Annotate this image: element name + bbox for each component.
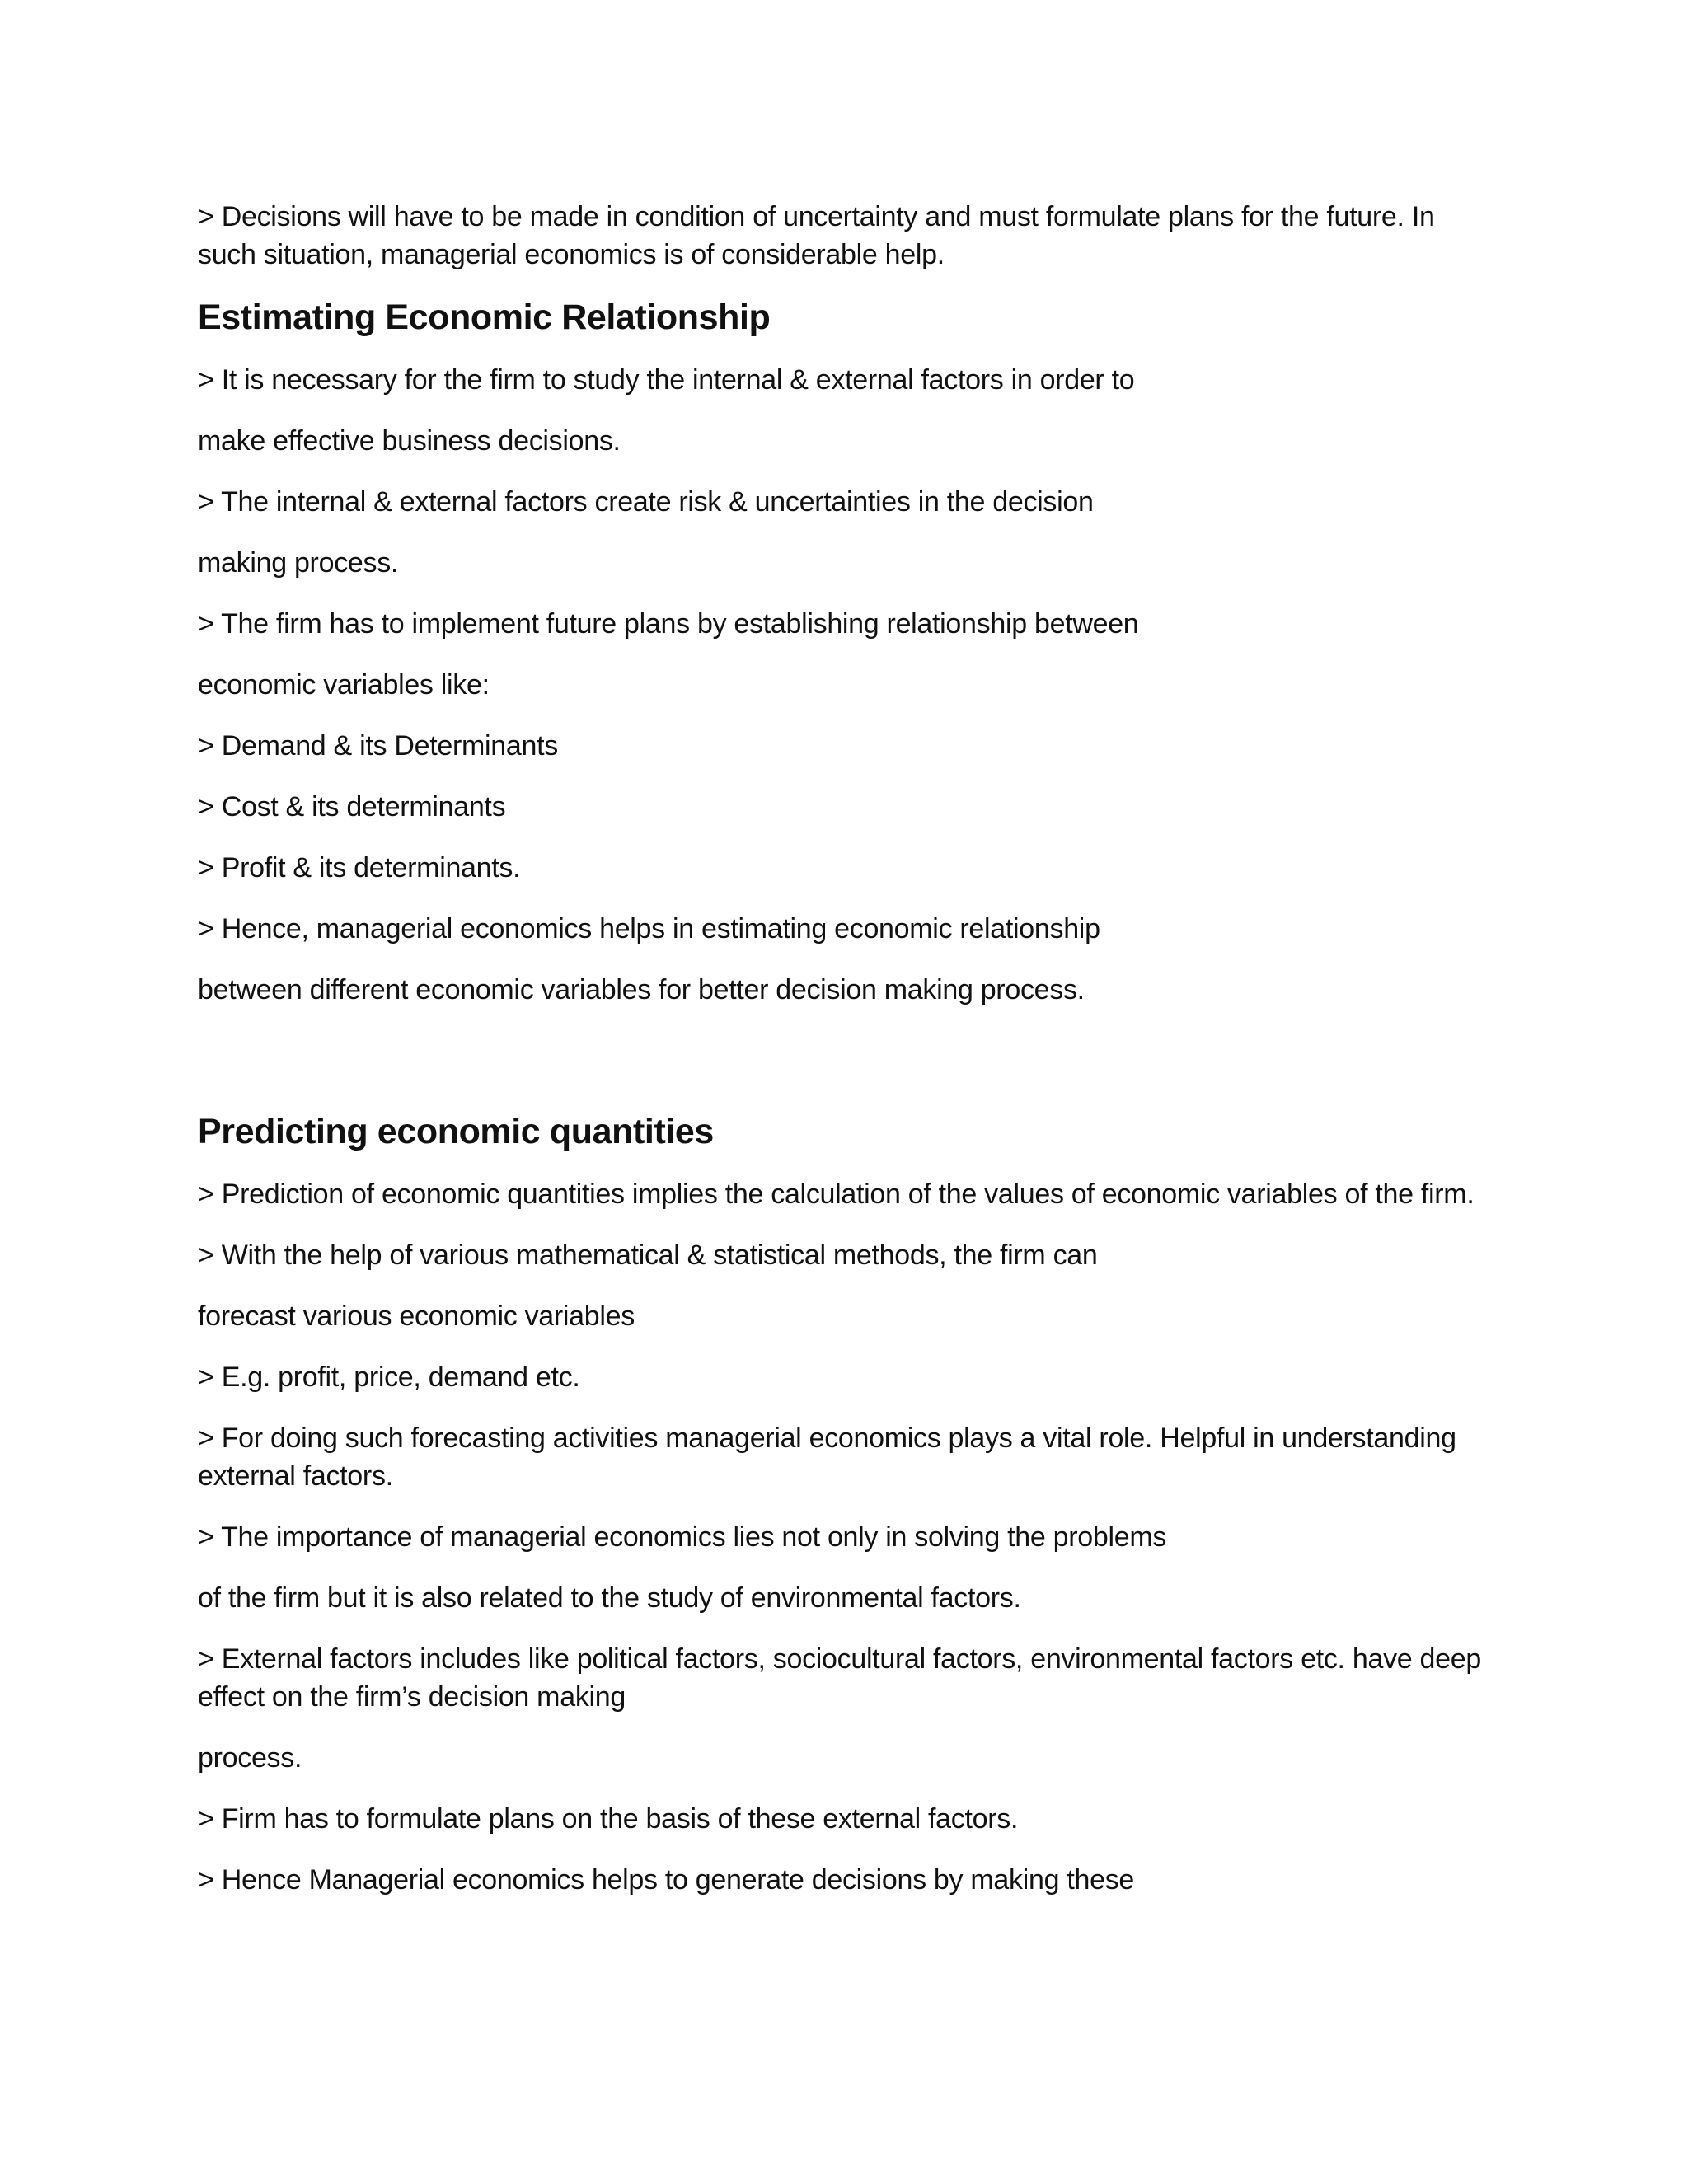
paragraph-line: > External factors includes like political factors, sociocultural factors, environmental factors etc. have deep effect on the firm’s decision making (198, 1643, 1481, 1713)
paragraph-line: > The internal & external factors create risk & uncertainties in the decision (198, 486, 1094, 518)
list-item-cost: > Cost & its determinants (198, 791, 506, 823)
paragraph-line: process. (198, 1742, 302, 1774)
document-body (198, 198, 1484, 1899)
paragraph-line: make effective business decisions. (198, 425, 621, 457)
list-item-demand: > Demand & its Determinants (198, 730, 558, 762)
paragraph-line: economic variables like: (198, 669, 490, 701)
paragraph-line: between different economic variables for better decision making process. (198, 974, 1085, 1005)
heading-estimating-economic-relationship: Estimating Economic Relationship (198, 298, 771, 337)
paragraph-line: > With the help of various mathematical & statistical methods, the firm can (198, 1240, 1098, 1271)
paragraph-line: > The importance of managerial economics lies not only in solving the problems (198, 1521, 1167, 1553)
paragraph-line: > For doing such forecasting activities managerial economics plays a vital role. Helpful in understanding external factors. (198, 1422, 1456, 1492)
paragraph-line: > It is necessary for the firm to study the internal & external factors in order to (198, 364, 1135, 396)
heading-predicting-economic-quantities: Predicting economic quantities (198, 1112, 714, 1151)
paragraph-line: > E.g. profit, price, demand etc. (198, 1361, 580, 1393)
paragraph-line: forecast various economic variables (198, 1301, 635, 1332)
paragraph-line: > Hence, managerial economics helps in estimating economic relationship (198, 913, 1100, 944)
paragraph-line: > Hence Managerial economics helps to generate decisions by making these (198, 1864, 1135, 1896)
list-item-profit: > Profit & its determinants. (198, 852, 521, 883)
paragraph-line: > Firm has to formulate plans on the basis of these external factors. (198, 1803, 1019, 1835)
paragraph-line: of the firm but it is also related to the study of environmental factors. (198, 1582, 1021, 1614)
intro-paragraph: > Decisions will have to be made in condition of uncertainty and must formulate plans for the future. In such situation, managerial economics is of considerable help. (198, 201, 1435, 270)
paragraph-line: > The firm has to implement future plans by establishing relationship between (198, 608, 1139, 640)
paragraph-line: making process. (198, 547, 399, 579)
paragraph-line: > Prediction of economic quantities implies the calculation of the values of economic variables of the firm. (198, 1179, 1475, 1210)
